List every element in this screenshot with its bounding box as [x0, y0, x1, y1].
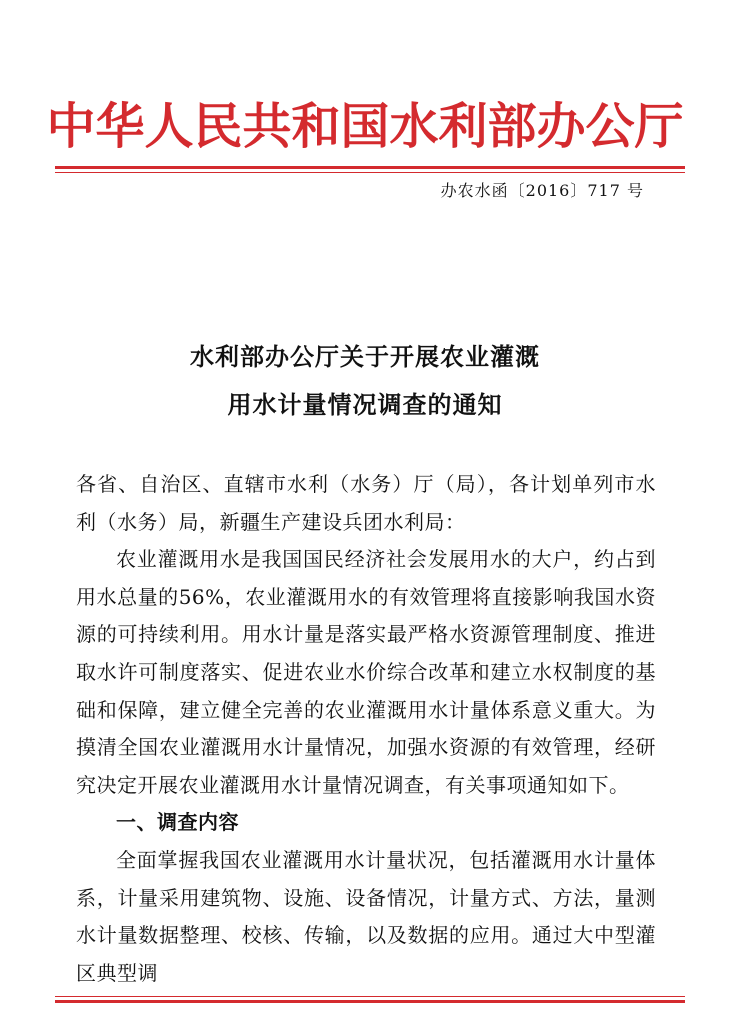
document-title	[0, 333, 730, 429]
paragraph-1: 农业灌溉用水是我国国民经济社会发展用水的大户，约占到用水总量的56%，农业灌溉用水的有效管理将直接影响我国水资源的可持续利用。用水计量是落实最严格水资源管理制度、推进取水许可制度落实、促进农业水价综合改革和建立水权制度的基础和保障，建立健全完善的农业灌溉用水计量体系意义重大。为摸清全国农业灌溉用水计量情况，加强水资源的有效管理，经研究决定开展农业灌溉用水计量情况调查，有关事项通知如下。	[76, 547, 656, 797]
section-1-heading: 一、调查内容	[116, 810, 239, 835]
footer-red-rule-thick	[55, 1000, 685, 1003]
issuer-masthead: 中华人民共和国水利部办公厅	[46, 97, 684, 155]
footer-red-rule-thin	[55, 996, 685, 997]
document-number: 办农水函〔2016〕717 号	[440, 181, 644, 200]
addressees: 各省、自治区、直辖市水利（水务）厅（局），各计划单列市水利（水务）局，新疆生产建设兵团水利局：	[76, 472, 656, 534]
document-body	[76, 466, 656, 992]
masthead-red-rule-thick	[55, 166, 685, 169]
section-1-text: 全面掌握我国农业灌溉用水计量状况，包括灌溉用水计量体系，计量采用建筑物、设施、设备情况，计量方式、方法，量测水计量数据整理、校核、传输，以及数据的应用。通过大中型灌区典型调	[76, 847, 656, 985]
masthead-red-rule-thin	[55, 172, 685, 173]
title-line-1: 水利部办公厅关于开展农业灌溉	[190, 343, 540, 371]
title-line-2: 用水计量情况调查的通知	[227, 391, 503, 419]
